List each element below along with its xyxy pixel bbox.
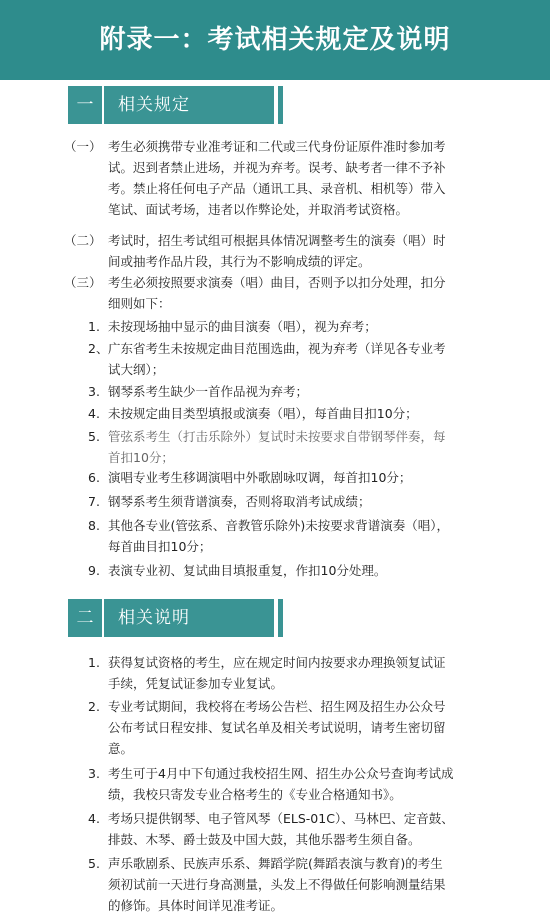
list-item-label: 5. [88, 429, 100, 444]
list-item-label: 5. [88, 856, 100, 871]
section-accent-bar [278, 86, 283, 124]
list-item-text: 每首曲目扣10分； [108, 539, 212, 554]
list-item-text: 未按规定曲目类型填报或演奏（唱），每首曲目扣10分； [108, 406, 418, 421]
list-item-text: 考试时，招生考试组可根据具体情况调整考生的演奏（唱）时 [108, 233, 446, 248]
list-item-text: 考生必须按照要求演奏（唱）曲目，否则予以扣分处理，扣分 [108, 275, 446, 290]
list-item-text: 须初试前一天进行身高测量，头发上不得做任何影响测量结果 [108, 877, 446, 892]
list-item-text: 声乐歌剧系、民族声乐系、舞蹈学院(舞蹈表演与教育)的考生 [108, 856, 443, 871]
list-item-label: 8. [88, 518, 100, 533]
section-title: 相关说明 [104, 599, 274, 637]
list-item-label: 4. [88, 406, 100, 421]
list-item-text: 公布考试日程安排、复试名单及相关考试说明，请考生密切留 [108, 720, 446, 735]
section-number: 一 [68, 86, 102, 124]
list-item-text: 试大纲）； [108, 362, 165, 377]
list-item-label: 2、 [88, 341, 109, 356]
list-item-text: 钢琴系考生缺少一首作品视为弃考； [108, 384, 309, 399]
list-item-label: 1. [88, 655, 100, 670]
list-item-text: 钢琴系考生须背谱演奏，否则将取消考试成绩； [108, 494, 371, 509]
list-item-label: 3. [88, 384, 100, 399]
list-item-label: （一） [64, 139, 102, 154]
section-accent-bar [278, 599, 283, 637]
list-item-label: 2. [88, 699, 100, 714]
list-item-text: 未按现场抽中显示的曲目演奏（唱），视为弃考； [108, 319, 377, 334]
list-item-label: 9. [88, 563, 100, 578]
list-item-text: 手续，凭复试证参加专业复试。 [108, 676, 284, 691]
list-item-text: 间或抽考作品片段，其行为不影响成绩的评定。 [108, 254, 371, 269]
list-item-text: 的修饰。具体时间详见准考证。 [108, 898, 284, 913]
list-item-text: 表演专业初、复试曲目填报重复，作扣10分处理。 [108, 563, 387, 578]
list-item-label: 4. [88, 811, 100, 826]
list-item-label: （三） [64, 275, 102, 290]
list-item-text: 管弦系考生（打击乐除外）复试时未按要求自带钢琴伴奏，每 [108, 429, 446, 444]
page-title: 附录一：考试相关规定及说明 [99, 25, 451, 55]
list-item-text: 考生可于4月中下旬通过我校招生网、招生办公众号查询考试成 [108, 766, 454, 781]
list-item-text: 获得复试资格的考生，应在规定时间内按要求办理换领复试证 [108, 655, 446, 670]
list-item-text: 试。迟到者禁止进场，并视为弃考。误考、缺考者一律不予补 [108, 160, 446, 175]
list-item-text: 其他各专业(管弦系、音教管乐除外)未按要求背谱演奏（唱）， [108, 518, 450, 533]
section-title: 相关规定 [104, 86, 274, 124]
section-number: 二 [68, 599, 102, 637]
list-item-text: 考生必须携带专业准考证和二代或三代身份证原件准时参加考 [108, 139, 446, 154]
list-item-text: 广东省考生未按规定曲目范围选曲，视为弃考（详见各专业考 [108, 341, 446, 356]
list-item-label: 6. [88, 470, 100, 485]
list-item-text: 演唱专业考生移调演唱中外歌剧咏叹调，每首扣10分； [108, 470, 412, 485]
list-item-text: 意。 [108, 741, 134, 756]
list-item-text: 考。禁止将任何电子产品（通讯工具、录音机、相机等）带入 [108, 181, 446, 196]
list-item-label: 1. [88, 319, 100, 334]
list-item-text: 笔试、面试考场，违者以作弊论处，并取消考试资格。 [108, 202, 409, 217]
list-item-label: （二） [64, 233, 102, 248]
list-item-text: 细则如下： [108, 296, 171, 311]
list-item-text: 首扣10分； [108, 450, 174, 465]
list-item-label: 7. [88, 494, 100, 509]
list-item-text: 绩，我校只寄发专业合格考生的《专业合格通知书》。 [108, 787, 402, 802]
list-item-label: 3. [88, 766, 100, 781]
list-item-text: 考场只提供钢琴、电子管风琴（ELS-01C）、马林巴、定音鼓、 [108, 811, 454, 826]
list-item-text: 排鼓、木琴、爵士鼓及中国大鼓，其他乐器考生须自备。 [108, 832, 421, 847]
list-item-text: 专业考试期间，我校将在考场公告栏、招生网及招生办公众号 [108, 699, 446, 714]
